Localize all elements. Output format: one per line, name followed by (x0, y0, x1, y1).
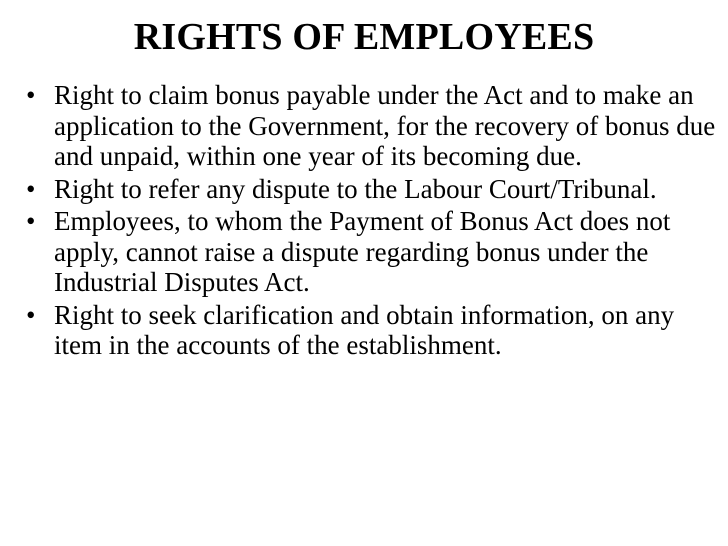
bullet-text: Right to claim bonus payable under the Act and to make an application to the Government, for the recovery of bonus due and unpaid, within one year of its becoming due. (54, 80, 716, 171)
bullet-text: Right to refer any dispute to the Labour Court/Tribunal. (54, 173, 657, 204)
bullet-item (26, 300, 716, 361)
bullet-text: Right to seek clarification and obtain information, on any item in the accounts of the establishment. (54, 299, 675, 360)
bullet-icon: • (26, 299, 36, 330)
bullet-icon: • (26, 80, 36, 110)
bullet-item (26, 174, 716, 205)
bullet-item (26, 80, 716, 172)
bullet-list (26, 80, 716, 363)
bullet-item (26, 206, 716, 298)
bullet-icon: • (26, 173, 36, 204)
bullet-text: Employees, to whom the Payment of Bonus Act does not apply, cannot raise a dispute regarding bonus under the Industrial Disputes Act. (54, 206, 671, 297)
bullet-icon: • (26, 206, 36, 236)
slide-title: RIGHTS OF EMPLOYEES (133, 16, 595, 58)
